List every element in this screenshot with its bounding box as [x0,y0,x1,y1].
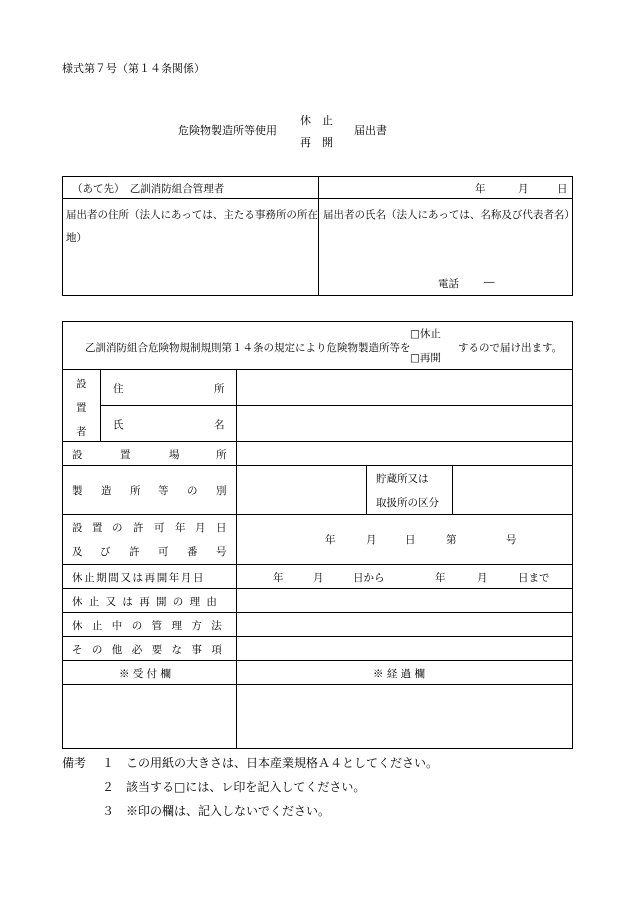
installer-address-label-2: 所 [214,383,225,395]
progress-label: ※ 経 過 欄 [373,668,426,680]
note-number: １ [102,756,115,770]
location-label-1: 設 [72,449,83,461]
date-year: 年 [475,183,486,195]
note-number: ３ [102,804,115,818]
location-label-2: 置 [120,449,131,461]
facility-type-label-1: 製 [72,485,83,497]
installer-address-field[interactable] [238,371,571,403]
applicant-name-field[interactable] [322,226,570,270]
permit-number-label-2: び [100,546,111,558]
applicant-address-field[interactable] [64,246,314,292]
permit-month: 月 [366,534,377,546]
installer-name-label-1: 氏 [113,419,124,431]
notes-heading: 備考 [62,756,87,770]
facility-type-label-6: 別 [216,485,227,497]
applicant-address-label: 届出者の住所（法人にあっては、主たる事務所の所在 [66,209,318,221]
applicant-name-label: 届出者の氏名（法人にあっては、名称及び代表者名） [323,209,575,221]
title-suffix: 届出書 [354,124,387,137]
period-from: 日から [353,572,385,584]
permit-date-label-7: 月 [195,522,206,534]
facility-type-label-4: 等 [158,485,169,497]
period-until: 日まで [518,572,550,584]
permit-date-label-1: 設 [72,522,83,534]
management-field[interactable] [238,614,571,634]
installer-char-3: 者 [76,426,87,438]
applicant-address-label-cont: 地） [66,232,87,244]
period-year-1: 年 [273,572,284,584]
permit-day: 日 [405,534,416,546]
notice-text: 乙訓消防組合危険物規制規則第１４条の規定により危険物製造所等を [85,342,411,354]
checkbox-suspend[interactable]: □休止 [410,328,441,340]
permit-number-label-3: 許 [129,546,140,558]
permit-number-label-6: 号 [216,546,227,558]
location-label-4: 所 [216,449,227,461]
title-prefix: 危険物製造所等使用 [178,124,277,137]
note-text: この用紙の大きさは、日本産業規格Ａ４としてください。 [126,756,439,770]
permit-number-label-1: 及 [72,546,83,558]
note-text: 該当する□には、レ印を記入してください。 [126,780,366,794]
installer-char-2: 置 [76,402,87,414]
permit-go: 号 [506,534,517,546]
title-option-suspend: 休 止 [300,114,333,127]
storage-class-field[interactable] [454,467,571,512]
permit-number-label-4: 可 [158,546,169,558]
form-number: 様式第７号（第１４条関係） [62,62,205,75]
facility-type-field[interactable] [238,467,364,512]
facility-type-label-3: 所 [130,485,141,497]
permit-year: 年 [325,534,336,546]
note-text: ※印の欄は、記入しないでください。 [126,804,331,818]
permit-number-label-5: 番 [187,546,198,558]
addressee: （あて先） 乙訓消防組合管理者 [72,183,225,195]
permit-date-label-3: の [112,522,123,534]
period-month-2: 月 [477,572,488,584]
title-option-resume: 再 開 [300,136,333,149]
installer-name-label-2: 名 [214,419,225,431]
permit-date-label-8: 日 [216,522,227,534]
note-number: ２ [102,780,115,794]
permit-date-label-5: 可 [154,522,165,534]
reason-label: 休止又は再開の理由 [72,596,224,608]
facility-type-label-2: 造 [101,485,112,497]
reception-label: ※ 受 付 欄 [119,668,172,680]
reason-field[interactable] [238,590,571,610]
storage-class-label: 貯蔵所又は [376,473,429,485]
period-month-1: 月 [313,572,324,584]
phone-label: 電話 [438,278,459,290]
permit-date-label-2: 置 [92,522,103,534]
phone-dash: ― [484,276,495,288]
permit-dai: 第 [446,534,457,546]
management-label: 休止中の管理方法 [72,620,232,632]
installer-name-field[interactable] [238,407,571,439]
date-month: 月 [518,183,529,195]
checkbox-resume[interactable]: □再開 [410,352,441,364]
period-label: 休止期間又は再開年月日 [72,572,206,584]
period-year-2: 年 [435,572,446,584]
storage-class-label-cont: 取扱所の区分 [376,497,439,509]
installer-address-label-1: 住 [113,383,124,395]
notice-text-end: するので届け出ます。 [458,342,563,354]
location-field[interactable] [238,443,571,463]
facility-type-label-5: の [187,485,198,497]
installer-char-1: 設 [76,378,87,390]
permit-date-label-6: 年 [175,522,186,534]
permit-date-label-4: 許 [133,522,144,534]
other-field[interactable] [238,638,571,658]
date-day: 日 [557,183,568,195]
location-label-3: 場 [169,449,180,461]
other-label: その他必要な事項 [72,644,232,656]
